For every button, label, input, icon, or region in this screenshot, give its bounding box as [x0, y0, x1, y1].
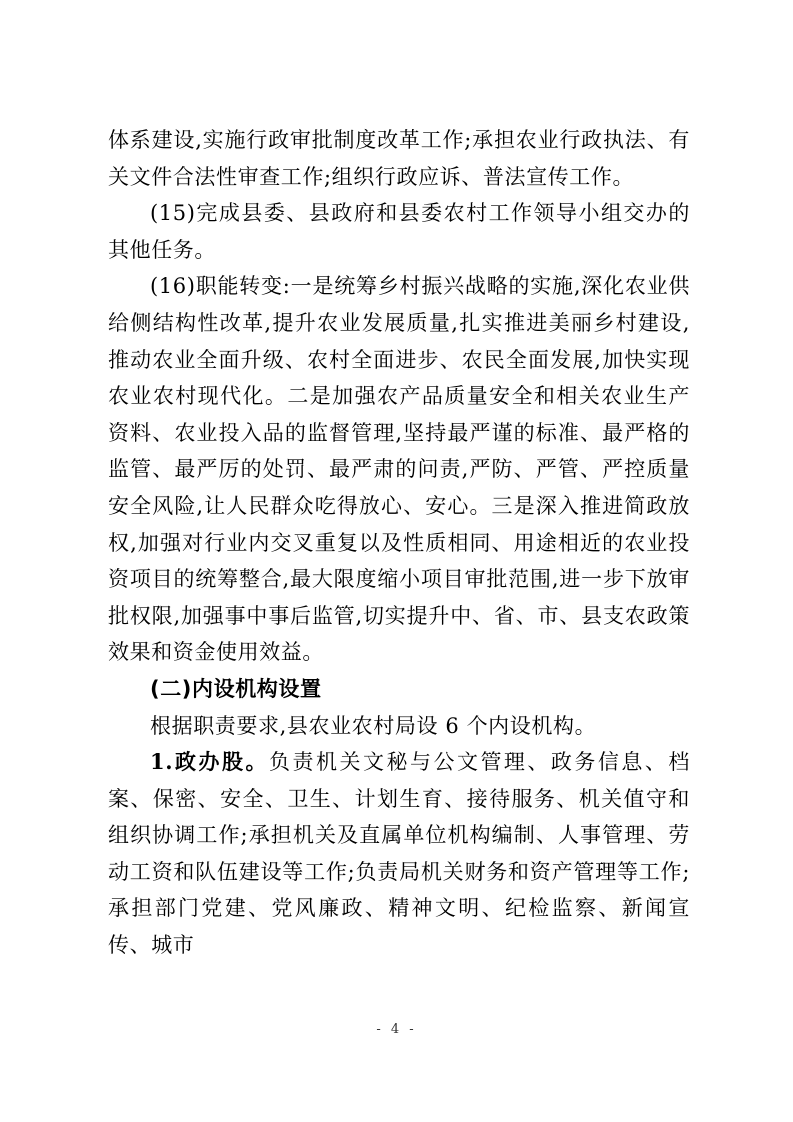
paragraph-item-16-function-transformation: (16)职能转变:一是统筹乡村振兴战略的实施,深化农业供给侧结构性改革,提升农业发展质量,扎实推进美丽乡村建设,推动农业全面升级、农村全面进步、农民全面发展,加快实现农业农村现代化。二是加强农产品质量安全和相关农业生产资料、农业投入品的监督管理,坚持最严谨的标准、最严格的监管、最严厉的处罚、最严肃的问责,严防、严管、严控质量安全风险,让人民群众吃得放心、安心。三是深入推进简政放权,加强对行业内交叉重复以及性质相同、用途相近的农业投资项目的统筹整合,最大限度缩小项目审批范围,进一步下放审批权限,加强事中事后监管,切实提升中、省、市、县支农政策效果和资金使用效益。	[108, 274, 690, 665]
paragraph-item-1-general-office	[108, 744, 690, 964]
paragraph-item-15: (15)完成县委、县政府和县委农村工作领导小组交办的其他任务。	[108, 201, 690, 262]
paragraph-admin-approval: 体系建设,实施行政审批制度改革工作;承担农业行政执法、有关文件合法性审查工作;组织行政应诉、普法宣传工作。	[108, 128, 690, 189]
item-1-lead: 1.政办股。	[150, 749, 269, 775]
section-heading-internal-institutions: (二)内设机构设置	[150, 676, 322, 701]
item-1-text: 负责机关文秘与公文管理、政务信息、档案、保密、安全、卫生、计划生育、接待服务、机关值守和组织协调工作;承担机关及直属单位机构编制、人事管理、劳动工资和队伍建设等工作;负责局机关财务和资产管理等工作;承担部门党建、党风廉政、精神文明、纪检监察、新闻宣传、城市	[108, 750, 690, 958]
document-body	[108, 122, 690, 964]
paragraph-section-intro: 根据职责要求,县农业农村局设 6 个内设机构。	[150, 713, 597, 738]
page-number: - 4 -	[376, 1022, 417, 1037]
